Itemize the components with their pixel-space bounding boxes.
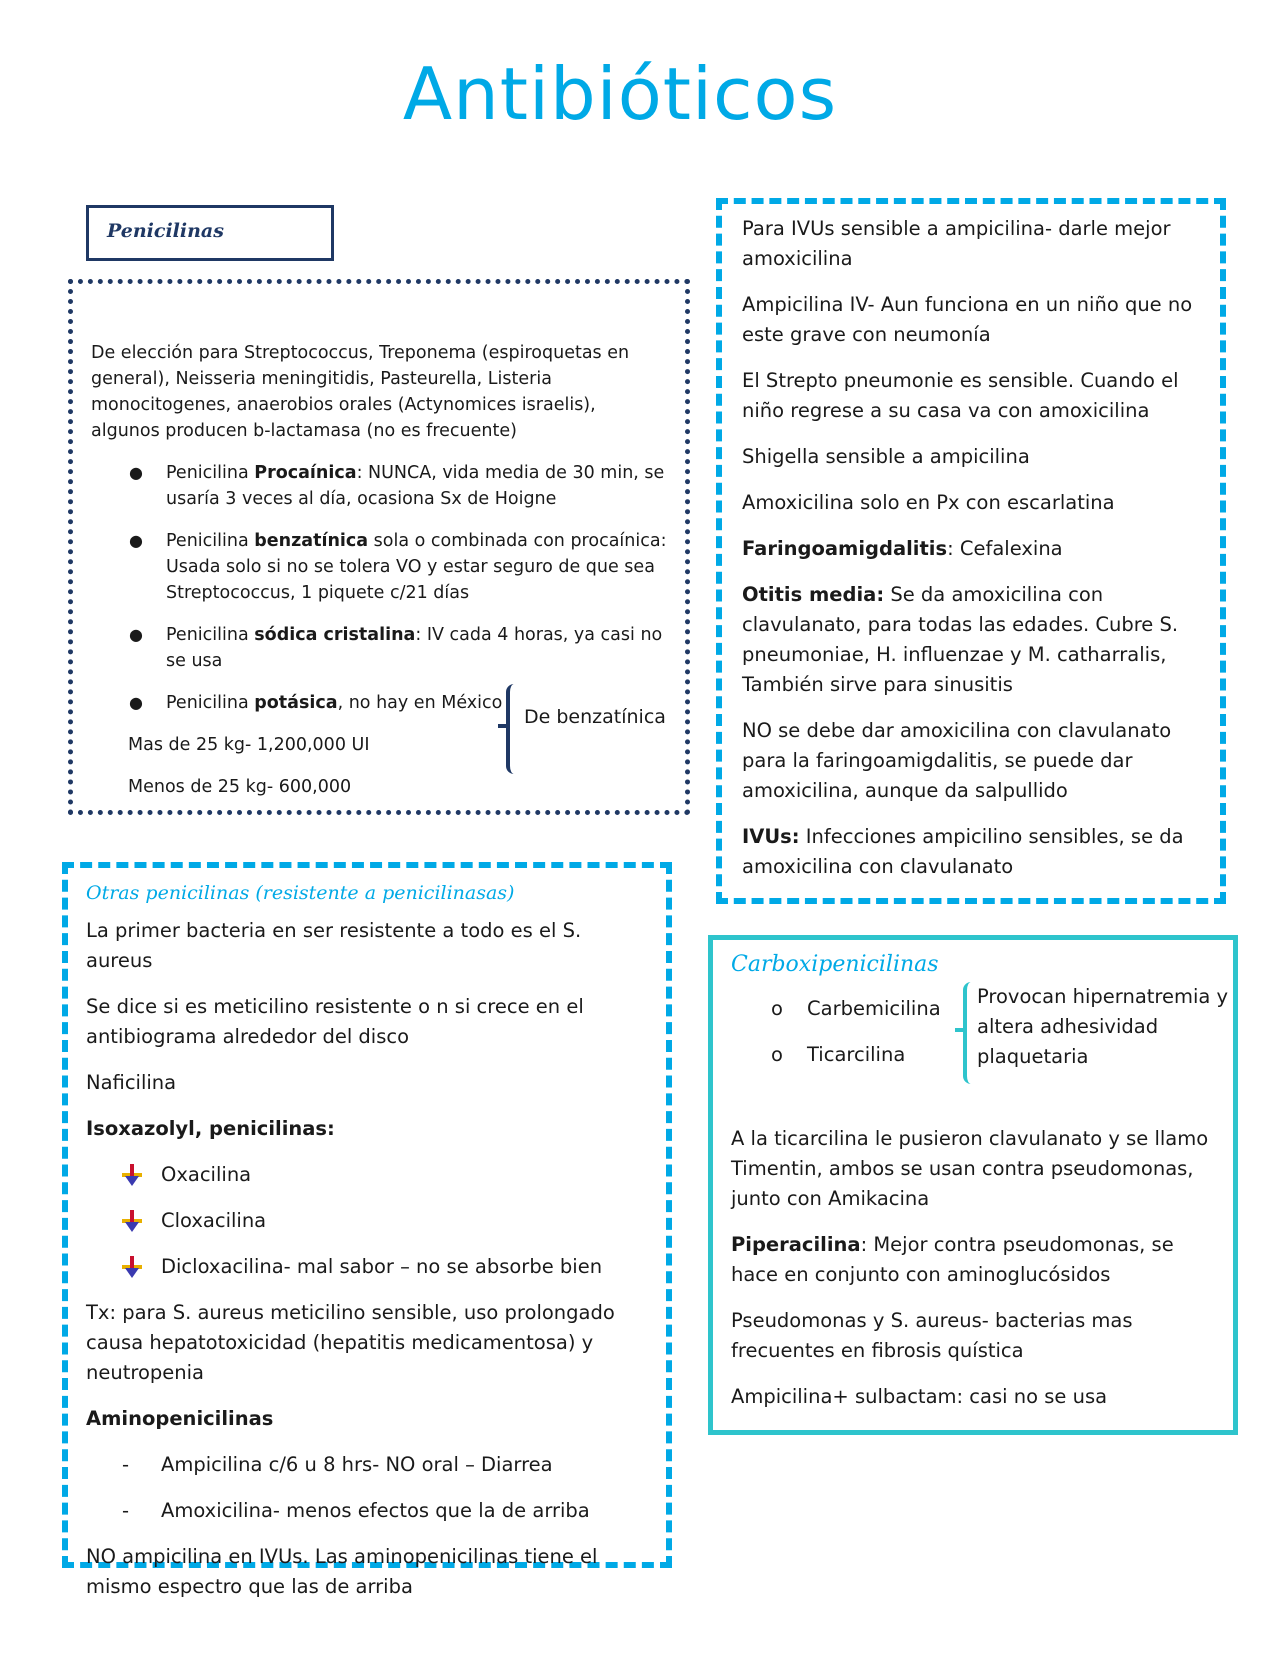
note: Tx: para S. aureus meticilino sensible, uso prolongado causa hepatotoxicidad (hepatitis medicamentosa) y neutropenia bbox=[86, 1301, 615, 1384]
list-item: Cloxacilina bbox=[86, 1206, 648, 1236]
note: A la ticarcilina le pusieron clavulanato y se llamo Timentin, ambos se usan contra pseudomonas, junto con Amikacina bbox=[731, 1127, 1209, 1210]
carboxipenicilinas-box bbox=[708, 935, 1238, 1435]
note: Aminopenicilinas bbox=[86, 1407, 274, 1430]
note: Piperacilina: Mejor contra pseudomonas, se hace en conjunto con aminoglucósidos bbox=[731, 1233, 1174, 1286]
list-item: - Amoxicilina- menos efectos que la de arriba bbox=[86, 1496, 648, 1526]
note: El Strepto pneumonie es sensible. Cuando el niño regrese a su casa va con amoxicilina bbox=[742, 369, 1179, 422]
note: Pseudomonas y S. aureus- bacterias mas frecuentes en fibrosis quística bbox=[731, 1309, 1133, 1362]
list-item: o Ticarcilina bbox=[771, 1040, 905, 1070]
notes-box bbox=[716, 198, 1226, 904]
bullet-dot-icon: ● bbox=[129, 463, 143, 482]
note: Naficilina bbox=[86, 1071, 177, 1094]
carboxi-list bbox=[731, 985, 1229, 1124]
brace-icon bbox=[506, 684, 520, 774]
note: Isoxazolyl, penicilinas: bbox=[86, 1117, 335, 1140]
list-item: Oxacilina bbox=[86, 1160, 648, 1190]
note: Shigella sensible a ampicilina bbox=[742, 445, 1030, 468]
brace-label: Provocan hipernatremia y altera adhesividad plaquetaria bbox=[977, 985, 1229, 1068]
note: NO ampicilina en IVUs. Las aminopenicilinas tiene el mismo espectro que las de arriba bbox=[86, 1545, 598, 1598]
arrow-down-icon bbox=[122, 1164, 142, 1186]
bullet-dot-icon: ● bbox=[129, 531, 143, 550]
note: Faringoamigdalitis: Cefalexina bbox=[742, 537, 1063, 560]
arrow-down-icon bbox=[122, 1210, 142, 1232]
bullet-o: o bbox=[771, 997, 783, 1020]
note: La primer bacteria en ser resistente a todo es el S. aureus bbox=[86, 919, 582, 972]
bullet-dot-icon: ● bbox=[129, 693, 143, 712]
dose-line: Mas de 25 kg- 1,200,000 UI bbox=[128, 735, 370, 755]
dose-line: Menos de 25 kg- 600,000 bbox=[128, 777, 352, 797]
penicilinas-list bbox=[91, 460, 667, 716]
otras-penicilinas-box bbox=[62, 862, 672, 1598]
list-item: Dicloxacilina- mal sabor – no se absorbe bien bbox=[86, 1252, 648, 1282]
note: NO se debe dar amoxicilina con clavulanato para la faringoamigdalitis, se puede dar amoxicilina, aunque da salpullido bbox=[742, 719, 1172, 802]
brace-label: De benzatínica bbox=[524, 706, 666, 728]
note: IVUs: Infecciones ampicilino sensibles, se da amoxicilina con clavulanato bbox=[742, 825, 1184, 878]
bullet-dot-icon: ● bbox=[129, 625, 143, 644]
penicilinas-intro: De elección para Streptococcus, Treponema (espiroquetas en general), Neisseria meningitidis, Pasteurella, Listeria monocitogenes, anaerobios orales (Actynomices israelis), algunos producen b-lactamasa (no es frecuente) bbox=[91, 343, 630, 441]
note: Otitis media: Se da amoxicilina con clavulanato, para todas las edades. Cubre S. pneumoniae, H. influenzae y M. catharralis, También sirve para sinusitis bbox=[742, 583, 1179, 696]
dash-bullet: - bbox=[122, 1499, 130, 1522]
list-item: ● Penicilina Procaínica: NUNCA, vida media de 30 min, se usaría 3 veces al día, ocasiona Sx de Hoigne bbox=[91, 460, 667, 512]
page-title: Antibióticos bbox=[402, 52, 838, 136]
note: Amoxicilina solo en Px con escarlatina bbox=[742, 491, 1115, 514]
brace-icon bbox=[963, 982, 977, 1084]
note: Ampicilina IV- Aun funciona en un niño que no este grave con neumonía bbox=[742, 293, 1193, 346]
list-item: ● Penicilina potásica, no hay en México bbox=[91, 690, 667, 716]
list-item: ● Penicilina sódica cristalina: IV cada 4 horas, ya casi no se usa bbox=[91, 622, 667, 674]
penicilinas-box bbox=[68, 279, 690, 815]
note: Ampicilina+ sulbactam: casi no se usa bbox=[731, 1385, 1108, 1408]
section-subtitle: Carboxipenicilinas bbox=[731, 952, 939, 977]
note: Para IVUs sensible a ampicilina- darle mejor amoxicilina bbox=[742, 217, 1171, 270]
bullet-o: o bbox=[771, 1043, 783, 1066]
section-subtitle: Otras penicilinas (resistente a penicilinasas) bbox=[86, 882, 515, 904]
arrow-down-icon bbox=[122, 1256, 142, 1278]
list-item: o Carbemicilina bbox=[771, 994, 941, 1024]
penicilinas-label: Penicilinas bbox=[86, 205, 334, 261]
list-item: ● Penicilina benzatínica sola o combinada con procaínica: Usada solo si no se tolera VO y estar seguro de que sea Streptococcus, 1 piquete c/21 días bbox=[91, 528, 667, 606]
list-item: - Ampicilina c/6 u 8 hrs- NO oral – Diarrea bbox=[86, 1450, 648, 1480]
dash-bullet: - bbox=[122, 1453, 130, 1476]
note: Se dice si es meticilino resistente o n si crece en el antibiograma alrededor del disco bbox=[86, 995, 584, 1048]
